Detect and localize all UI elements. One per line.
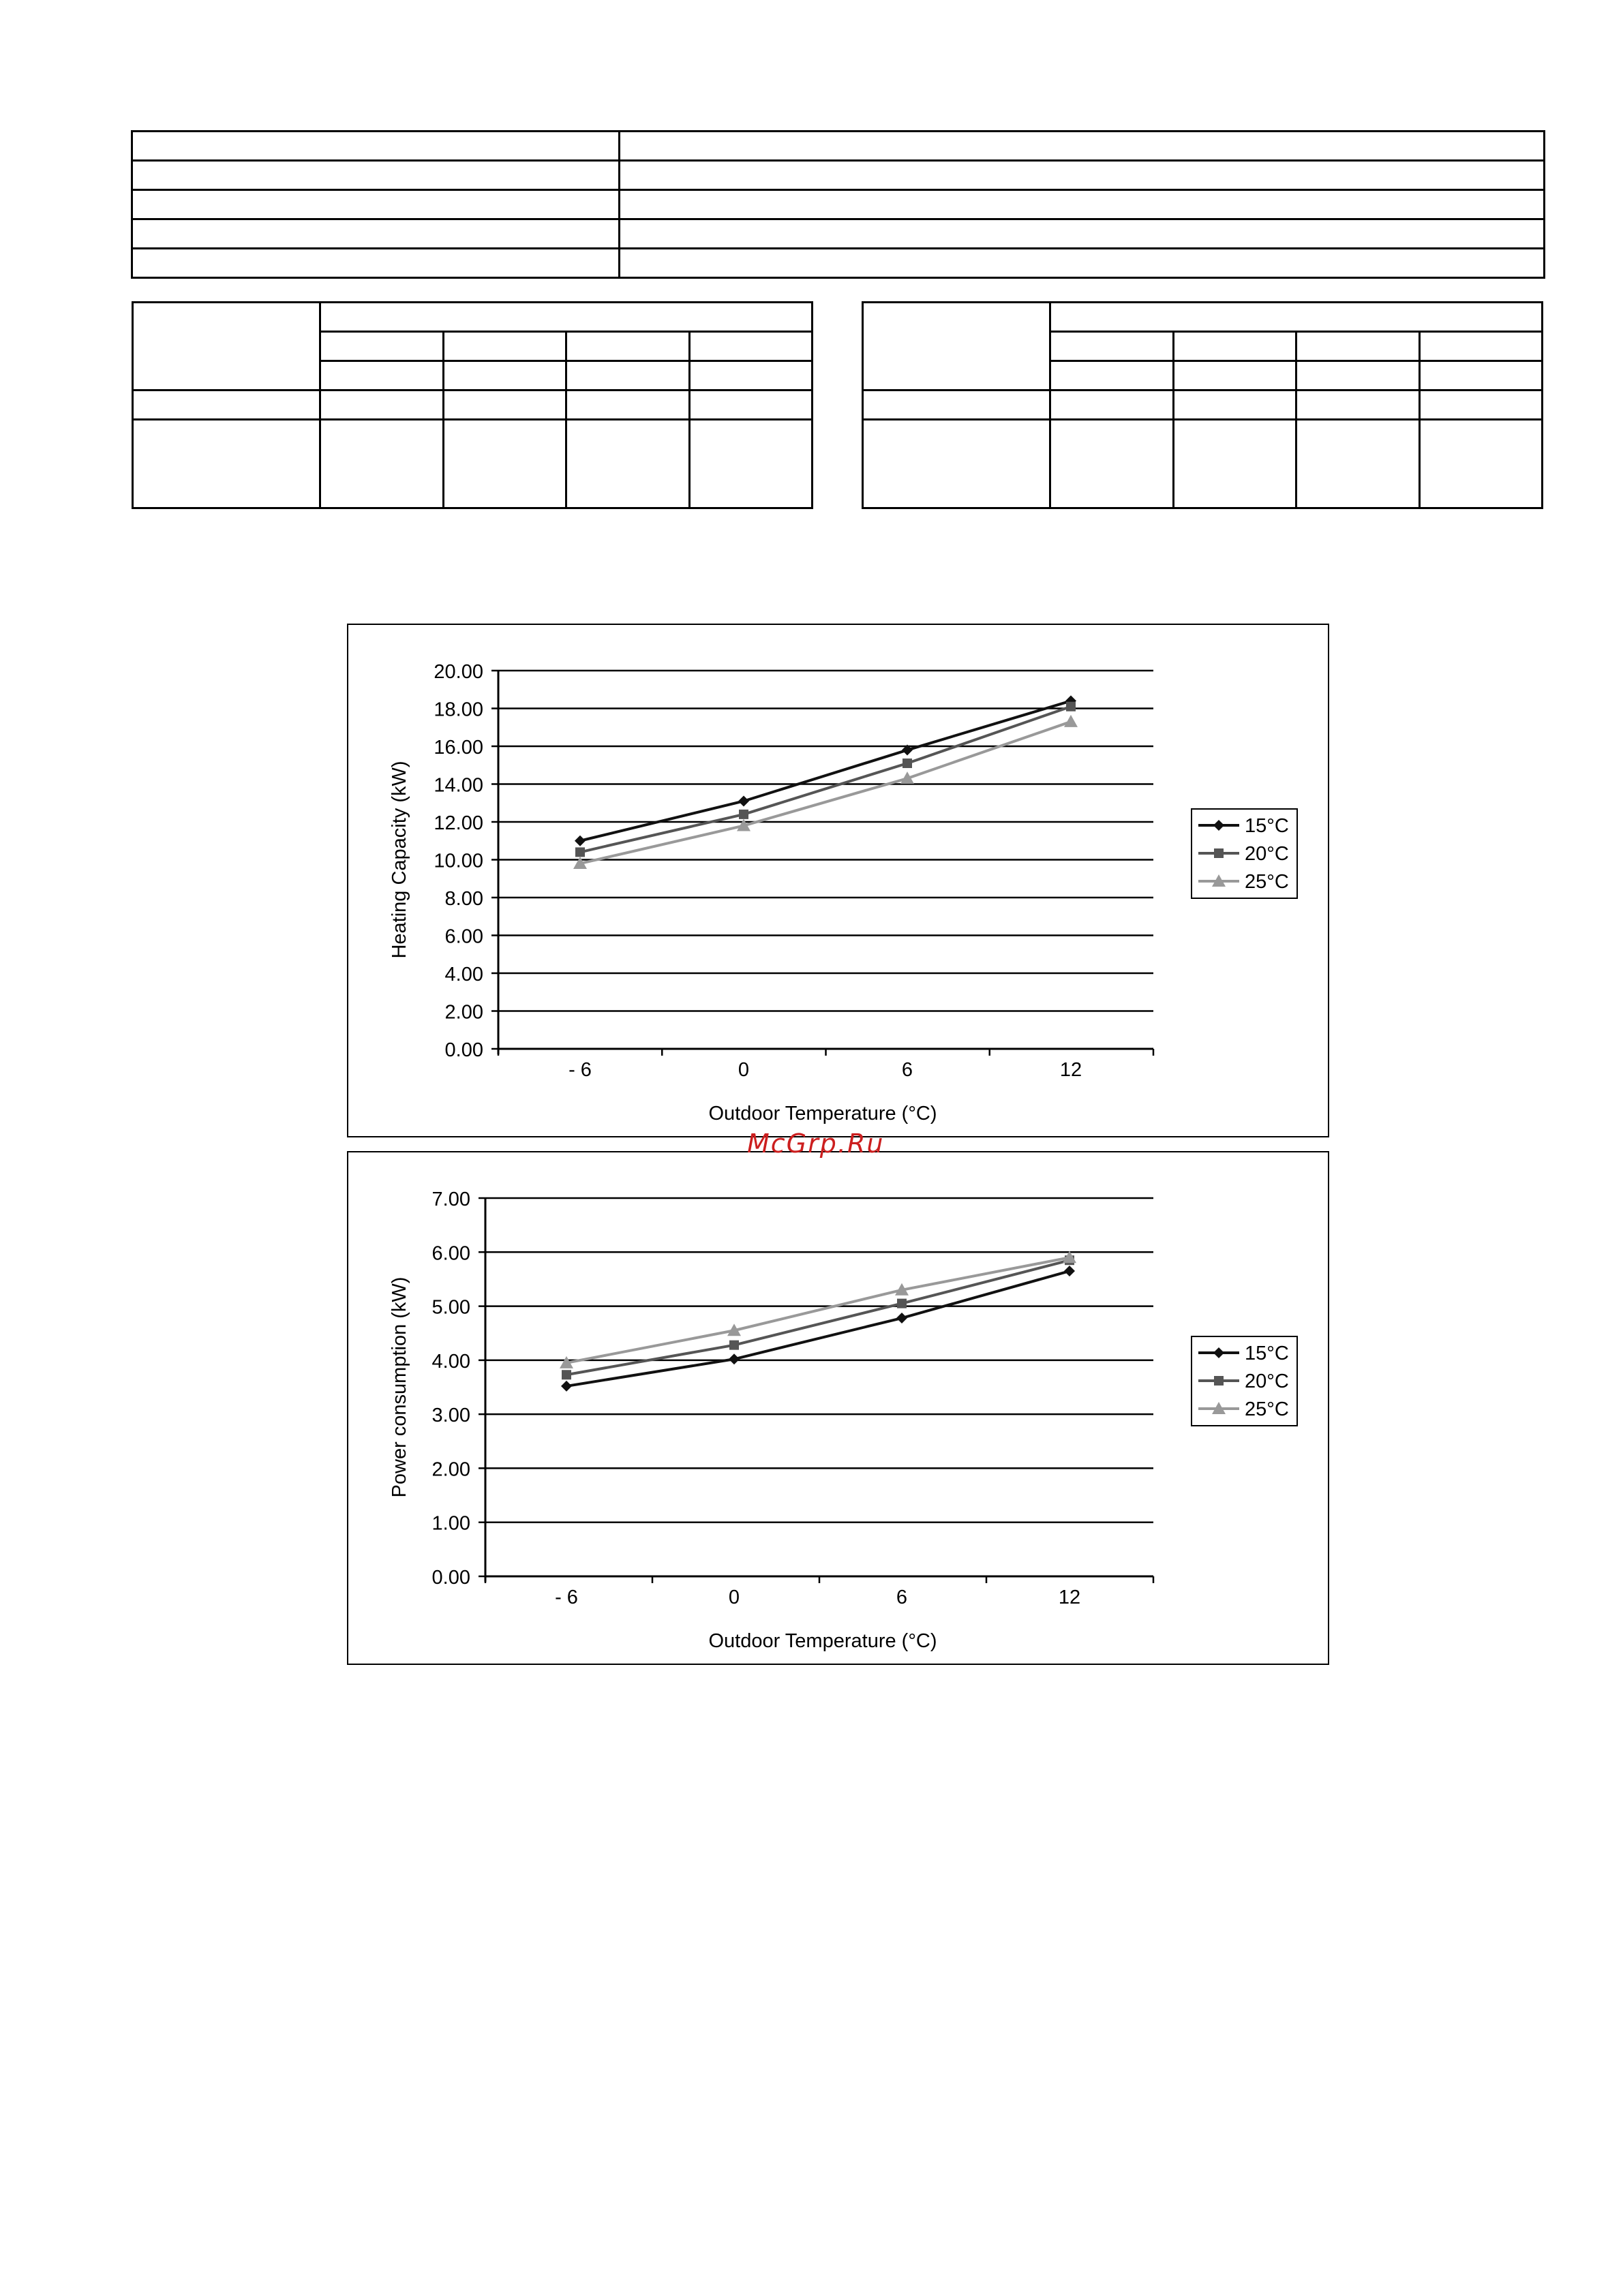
x-tick-label: 6 [901, 1059, 913, 1081]
table-cell [566, 332, 690, 361]
table-cell [133, 303, 320, 391]
table-cell [1050, 303, 1543, 332]
y-axis-title: Heating Capacity (kW) [389, 761, 410, 959]
table-cell [620, 190, 1545, 219]
table-cell [1050, 332, 1174, 361]
series-line [580, 722, 1071, 863]
table-cell [132, 190, 620, 219]
y-tick-label: 14.00 [434, 774, 483, 797]
table-cell [689, 361, 813, 391]
data-point [1214, 1376, 1224, 1386]
heating-capacity-chart [347, 624, 1329, 1137]
table-cell [320, 420, 444, 508]
data-point [1214, 848, 1224, 858]
table-cell [1419, 420, 1543, 508]
x-tick-label: 6 [896, 1587, 908, 1608]
table-cell [443, 420, 566, 508]
y-tick-label: 8.00 [444, 888, 483, 910]
y-tick-label: 6.00 [431, 1242, 470, 1265]
table-cell [132, 249, 620, 278]
data-point [561, 1381, 572, 1392]
x-tick-label: 12 [1059, 1059, 1082, 1081]
x-tick-label: 0 [738, 1059, 750, 1081]
legend-label: 25°C [1245, 1398, 1289, 1420]
series-line [566, 1260, 1070, 1375]
table-cell [1173, 361, 1296, 391]
data-point [739, 810, 748, 819]
table-cell [1173, 391, 1296, 420]
legend-label: 25°C [1245, 871, 1289, 893]
table-cell [863, 303, 1050, 391]
table-cell [1419, 361, 1543, 391]
series-line [580, 701, 1071, 840]
table-cell [133, 420, 320, 508]
power-consumption-chart [347, 1151, 1329, 1665]
y-tick-label: 0.00 [444, 1039, 483, 1061]
table-cell [1050, 391, 1174, 420]
table-cell [132, 132, 620, 161]
x-axis-title: Outdoor Temperature (°C) [708, 1103, 937, 1124]
table-cell [1296, 332, 1420, 361]
left-conditions-table [132, 301, 813, 509]
table-cell [1419, 391, 1543, 420]
table-cell [620, 132, 1545, 161]
legend-label: 20°C [1245, 843, 1289, 865]
table-cell [1173, 420, 1296, 508]
y-tick-label: 20.00 [434, 661, 483, 683]
table-cell [1050, 361, 1174, 391]
table-cell [620, 219, 1545, 249]
table-cell [320, 303, 813, 332]
x-axis-title: Outdoor Temperature (°C) [708, 1630, 937, 1652]
x-tick-label: - 6 [568, 1059, 592, 1081]
table-cell [620, 249, 1545, 278]
x-tick-label: - 6 [555, 1587, 578, 1608]
data-point [575, 847, 585, 857]
table-cell [132, 161, 620, 190]
data-point [897, 1299, 907, 1308]
table-cell [1296, 420, 1420, 508]
y-tick-label: 3.00 [431, 1405, 470, 1427]
y-tick-label: 7.00 [431, 1189, 470, 1210]
watermark: McGrp.Ru [747, 1129, 885, 1159]
y-tick-label: 6.00 [444, 925, 483, 948]
data-point [729, 1341, 739, 1350]
y-tick-label: 18.00 [434, 699, 483, 721]
y-tick-label: 12.00 [434, 812, 483, 834]
table-cell [443, 391, 566, 420]
table-cell [320, 391, 444, 420]
table-cell [1419, 332, 1543, 361]
table-cell [689, 420, 813, 508]
legend-label: 15°C [1245, 1343, 1289, 1364]
table-cell [1050, 420, 1174, 508]
table-cell [443, 361, 566, 391]
legend-label: 20°C [1245, 1371, 1289, 1392]
data-point [729, 1353, 740, 1364]
table-cell [689, 332, 813, 361]
spec-table [131, 130, 1545, 279]
y-tick-label: 2.00 [444, 1001, 483, 1024]
heating-capacity-plot [348, 625, 1331, 1139]
series-line [580, 707, 1071, 853]
table-cell [566, 361, 690, 391]
right-conditions-table [862, 301, 1543, 509]
series-line [566, 1271, 1070, 1386]
data-point [1064, 715, 1078, 727]
y-axis-title: Power consumption (kW) [389, 1276, 410, 1498]
y-tick-label: 10.00 [434, 850, 483, 872]
table-cell [566, 391, 690, 420]
data-point [1066, 702, 1076, 711]
table-cell [863, 391, 1050, 420]
y-tick-label: 2.00 [431, 1458, 470, 1481]
data-point [562, 1370, 571, 1379]
table-cell [566, 420, 690, 508]
y-tick-label: 4.00 [431, 1350, 470, 1373]
table-cell [320, 332, 444, 361]
table-cell [133, 391, 320, 420]
table-cell [620, 161, 1545, 190]
data-point [896, 1313, 907, 1323]
table-cell [1296, 391, 1420, 420]
y-tick-label: 4.00 [444, 964, 483, 985]
table-cell [1296, 361, 1420, 391]
power-consumption-plot [348, 1152, 1331, 1666]
data-point [738, 795, 749, 806]
x-tick-label: 12 [1058, 1587, 1081, 1608]
legend-label: 15°C [1245, 815, 1289, 837]
x-tick-label: 0 [728, 1587, 740, 1608]
table-cell [863, 420, 1050, 508]
y-tick-label: 0.00 [431, 1567, 470, 1589]
y-tick-label: 1.00 [431, 1512, 470, 1535]
data-point [902, 759, 912, 768]
series-line [566, 1257, 1070, 1363]
y-tick-label: 16.00 [434, 737, 483, 759]
data-point [575, 836, 586, 846]
data-point [1064, 1266, 1075, 1276]
table-cell [132, 219, 620, 249]
table-cell [1173, 332, 1296, 361]
table-cell [443, 332, 566, 361]
table-cell [320, 361, 444, 391]
table-cell [689, 391, 813, 420]
y-tick-label: 5.00 [431, 1296, 470, 1319]
